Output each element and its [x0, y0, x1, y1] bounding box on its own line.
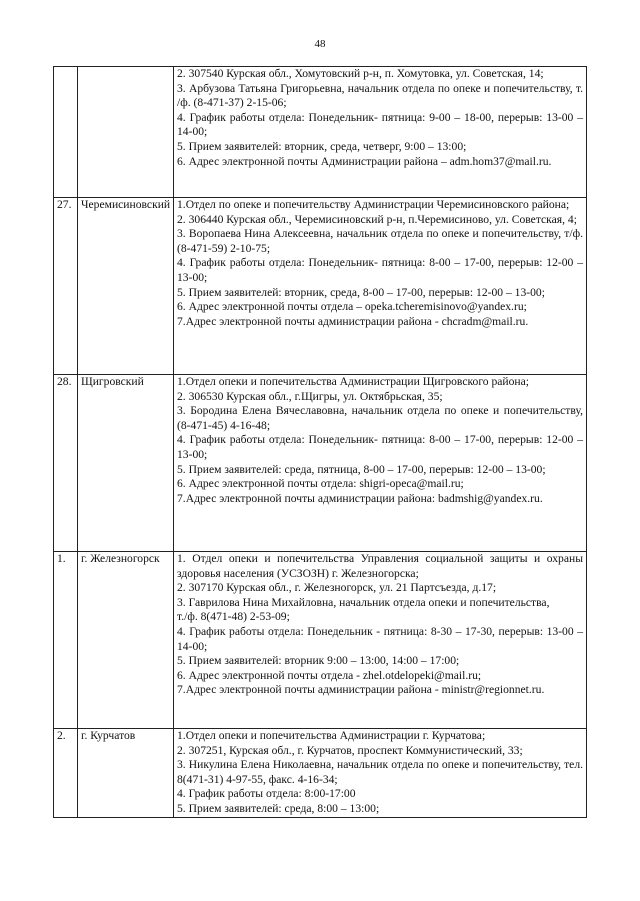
- info-line: 4. График работы отдела: 8:00-17:00: [177, 787, 356, 801]
- table-row: [54, 67, 587, 198]
- info-line: 6. Адрес электронной почты отдела: shigri-opeca@mail.ru;: [177, 477, 464, 491]
- table-row: [54, 552, 587, 729]
- page-number: 48: [314, 38, 326, 50]
- district-name: Черемисиновский: [78, 198, 174, 375]
- info-line: 4. График работы отдела: Понедельник- пятница: 8-00 – 17-00, перерыв: 12-00 – 13-00;: [177, 256, 583, 284]
- info-line: 7.Адрес электронной почты администрации района - ministr@regionnet.ru.: [177, 683, 545, 697]
- info-line: 3. Арбузова Татьяна Григорьевна, начальник отдела по опеке и попечительству, т. /ф. (8-471-37) 2-15-06;: [177, 81, 583, 110]
- info-line: 1. Отдел опеки и попечительства Управления социальной защиты и охраны здоровья населения (УСЗОЗН) г. Железногорска;: [177, 552, 583, 580]
- office-info: [174, 67, 587, 198]
- row-number: 2.: [54, 729, 78, 818]
- info-line: 5. Прием заявителей: среда, 8:00 – 13:00;: [177, 801, 380, 815]
- district-name: г. Железногорск: [78, 552, 174, 729]
- info-line: 3. Никулина Елена Николаевна, начальник отдела по опеке и попечительству, тел. 8(471-31) 4-97-55, факс. 4-16-34;: [177, 758, 583, 786]
- info-line: 2. 307540 Курская обл., Хомутовский р-н, п. Хомутовка, ул. Советская, 14;: [177, 67, 544, 80]
- info-line: 1.Отдел опеки и попечительства Администрации г. Курчатова;: [177, 729, 486, 742]
- info-line: 6. Адрес электронной почты Администрации района – adm.hom37@mail.ru.: [177, 154, 552, 168]
- info-line: 7.Адрес электронной почты администрации района - chcradm@mail.ru.: [177, 314, 529, 328]
- info-line: 2. 307251, Курская обл., г. Курчатов, проспект Коммунистический, 33;: [177, 743, 523, 757]
- info-line: 5. Прием заявителей: вторник 9:00 – 13:00, 14:00 – 17:00;: [177, 654, 460, 668]
- district-name: Щигровский: [78, 375, 174, 552]
- office-info: [174, 552, 587, 729]
- table-row: [54, 375, 587, 552]
- info-line: 2. 306440 Курская обл., Черемисиновский р-н, п.Черемисиново, ул. Советская, 4;: [177, 212, 577, 226]
- guardianship-offices-table: [53, 66, 587, 818]
- info-line: 6. Адрес электронной почты отдела – opeka.tcheremisinovo@yandex.ru;: [177, 300, 527, 314]
- info-line: т./ф. 8(471-48) 2-53-09;: [177, 610, 290, 624]
- info-line: 5. Прием заявителей: среда, пятница, 8-00 – 17-00, перерыв: 12-00 – 13-00;: [177, 462, 546, 476]
- row-number: [54, 67, 78, 198]
- row-number: 1.: [54, 552, 78, 729]
- row-number: 28.: [54, 375, 78, 552]
- info-line: 3. Воропаева Нина Алексеевна, начальник отдела по опеке и попечительству, т/ф. (8-471-59) 2-10-75;: [177, 227, 583, 255]
- info-line: 4. График работы отдела: Понедельник- пятница: 9-00 – 18-00, перерыв: 13-00 – 14-00;: [177, 110, 583, 139]
- info-line: 7.Адрес электронной почты администрации района: badmshig@yandex.ru.: [177, 491, 543, 505]
- info-line: 1.Отдел по опеке и попечительству Администрации Черемисиновского района;: [177, 198, 570, 211]
- info-line: 2. 306530 Курская обл., г.Щигры, ул. Октябрьская, 35;: [177, 389, 443, 403]
- office-info: [174, 375, 587, 552]
- office-info: [174, 729, 587, 818]
- info-line: 1.Отдел опеки и попечительства Администрации Щигровского района;: [177, 375, 530, 388]
- info-line: 6. Адрес электронной почты отдела - zhel.otdelopeki@mail.ru;: [177, 668, 482, 682]
- district-name: г. Курчатов: [78, 729, 174, 818]
- table-row: [54, 729, 587, 818]
- info-line: 4. График работы отдела: Понедельник- пятница: 8-00 – 17-00, перерыв: 12-00 – 13-00;: [177, 433, 583, 461]
- row-number: 27.: [54, 198, 78, 375]
- info-line: 3. Гаврилова Нина Михайловна, начальник отдела опеки и попечительства,: [177, 595, 550, 609]
- info-line: 4. График работы отдела: Понедельник - пятница: 8-30 – 17-30, перерыв: 13-00 – 14-00;: [177, 624, 583, 653]
- info-line: 5. Прием заявителей: вторник, среда, четверг, 9:00 – 13:00;: [177, 139, 467, 153]
- table-row: [54, 198, 587, 375]
- info-line: 5. Прием заявителей: вторник, среда, 8-00 – 17-00, перерыв: 12-00 – 13-00;: [177, 285, 545, 299]
- office-info: [174, 198, 587, 375]
- info-line: 3. Бородина Елена Вячеславовна, начальник отдела по опеке и попечительству, (8-471-45) 4-16-48;: [177, 404, 583, 432]
- district-name: [78, 67, 174, 198]
- info-line: 2. 307170 Курская обл., г. Железногорск, ул. 21 Партсъезда, д.17;: [177, 581, 497, 595]
